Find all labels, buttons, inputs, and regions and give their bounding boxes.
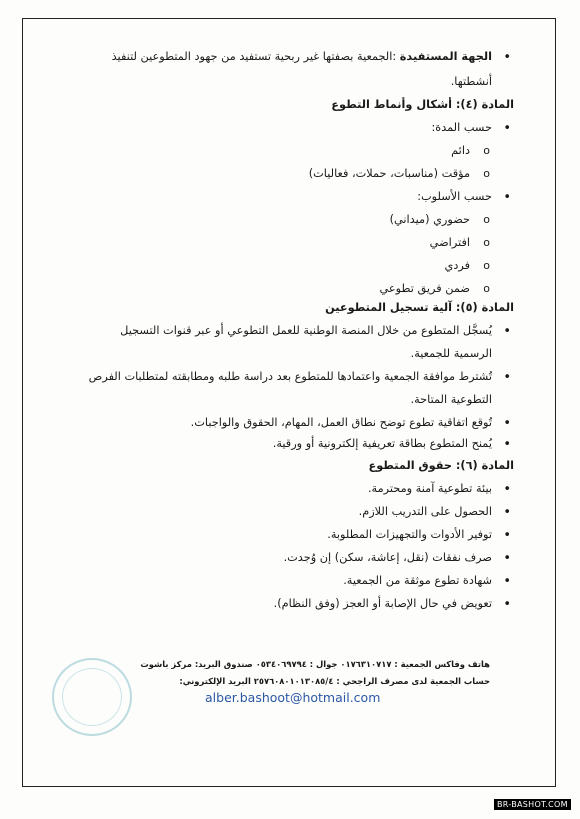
rights-item: • شهادة تطوع موثقة من الجمعية. <box>40 574 492 587</box>
contact-email: alber.bashoot@hotmail.com <box>205 690 381 705</box>
article-5-heading: المادة (٥): آلية تسجيل المتطوعين <box>325 301 514 314</box>
style-item: o حضوري (ميداني) <box>40 213 470 226</box>
rights-item: • صرف نفقات (نقل، إعاشة، سكن) إن وُجدت. <box>40 551 492 564</box>
rights-item: • تعويض في حال الإصابة أو العجز (وفق النظام). <box>40 597 492 610</box>
rights-item: • الحصول على التدريب اللازم. <box>40 505 492 518</box>
duration-item: o دائم <box>40 144 470 157</box>
contact-footer <box>140 656 490 690</box>
by-style-label: • حسب الأسلوب: <box>40 190 492 203</box>
registration-item: • يُسجَّل المتطوع من خلال المنصة الوطنية للعمل التطوعي أو عبر قنوات التسجيل <box>40 324 492 337</box>
rights-item: • توفير الأدوات والتجهيزات المطلوبة. <box>40 528 492 541</box>
contact-bank-line: حساب الجمعية لدى مصرف الراجحي : ٢٥٧٦٠٨٠١٠١٣٠٨٥/٤ البريد الإلكتروني: <box>179 676 490 686</box>
stamp-seal-inner <box>62 668 122 726</box>
duration-item: o مؤقت (مناسبات، حملات، فعاليات) <box>40 167 470 180</box>
watermark: BR-BASHOT.COM <box>494 799 571 810</box>
registration-item: • تُوقع اتفاقية تطوع توضح نطاق العمل، المهام، الحقوق والواجبات. <box>40 416 492 429</box>
beneficiary-continuation: أنشطتها. <box>450 75 492 88</box>
registration-item: • يُمنح المتطوع بطاقة تعريفية إلكترونية أو ورقية. <box>40 437 492 450</box>
beneficiary-line <box>40 50 492 63</box>
document-body <box>40 42 514 610</box>
style-item: o فردي <box>40 259 470 272</box>
article-6-heading: المادة (٦): حقوق المتطوع <box>368 459 514 472</box>
article-4-heading: المادة (٤): أشكال وأنماط التطوع <box>331 98 514 111</box>
registration-item-continuation: التطوعية المتاحة. <box>410 393 492 406</box>
style-item: o افتراضي <box>40 236 470 249</box>
rights-item: • بيئة تطوعية آمنة ومحترمة. <box>40 482 492 495</box>
contact-phone-line: هاتف وفاكس الجمعية : ٠١٧٦٣١٠٧١٧ جوال : ٠٥٣٤٠٦٩٧٩٤ صندوق البريد: مركز باشوت <box>140 659 490 669</box>
registration-item-continuation: الرسمية للجمعية. <box>410 347 492 360</box>
by-duration-label: • حسب المدة: <box>40 121 492 134</box>
beneficiary-label: الجهة المستفيدة <box>399 50 492 63</box>
beneficiary-text: :الجمعية بصفتها غير ربحية تستفيد من جهود المتطوعين لتنفيذ <box>111 50 400 63</box>
registration-item: • تُشترط موافقة الجمعية واعتمادها للمتطوع بعد دراسة طلبه ومطابقته لمتطلبات الفرص <box>40 370 492 383</box>
style-item: o ضمن فريق تطوعي <box>40 282 470 295</box>
